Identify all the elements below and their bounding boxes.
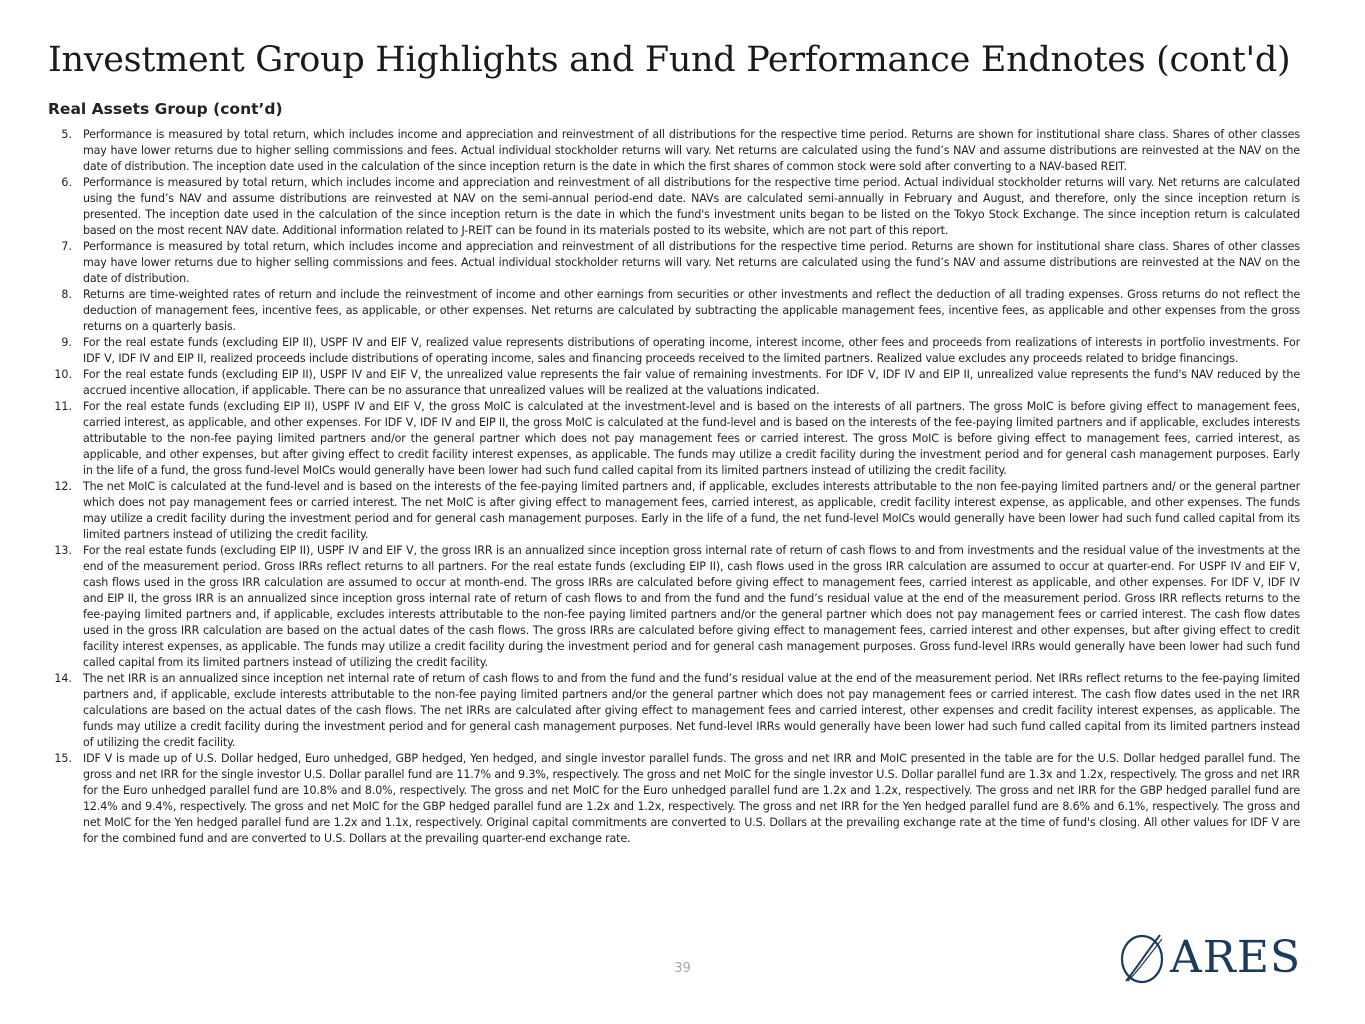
endnote-number: 7. [61, 240, 72, 253]
endnote-item [48, 127, 1300, 175]
endnote-item [48, 399, 1300, 479]
endnote-text: For the real estate funds (excluding EIP II), USPF IV and EIF V, realized value represents distributions of operating income, interest income, other fees and proceeds from realizations of interests in portfolio investments. For IDF V, IDF IV and EIP II, realized proceeds include distributions of operating income, sales and financing proceeds received to the limited partners. Realized value excludes any proceeds related to bridge financings. [83, 336, 1300, 365]
endnote-number: 11. [54, 400, 72, 413]
endnotes-list [48, 127, 1300, 847]
endnote-number: 6. [61, 176, 72, 189]
endnote-number: 13. [54, 544, 72, 557]
endnote-text: IDF V is made up of U.S. Dollar hedged, Euro unhedged, GBP hedged, Yen hedged, and single investor parallel funds. The gross and net IRR and MoIC presented in the table are for the U.S. Dollar hedged parallel fund. The gross and net IRR for the single investor U.S. Dollar parallel fund are 11.7% and 9.3%, respectively. The gross and net MoIC for the single investor U.S. Dollar parallel fund are 1.3x and 1.2x, respectively. The gross and net IRR for the Euro unhedged parallel fund are 10.8% and 8.0%, respectively. The gross and net MoIC for the Euro unhedged parallel fund are 1.2x and 1.2x, respectively. The gross and net IRR for the GBP hedged parallel fund are 12.4% and 9.4%, respectively. The gross and net MoIC for the GBP hedged parallel fund are 1.2x and 1.2x, respectively. The gross and net IRR for the Yen hedged parallel fund are 8.6% and 6.1%, respectively. The gross and net MoIC for the Yen hedged parallel fund are 1.2x and 1.1x, respectively. Original capital commitments are converted to U.S. Dollars at the prevailing exchange rate at the time of fund's closing. All other values for IDF V are for the combined fund and are converted to U.S. Dollars at the prevailing quarter-end exchange rate. [83, 752, 1300, 845]
endnote-item [48, 479, 1300, 543]
endnote-number: 5. [61, 128, 72, 141]
endnote-number: 8. [61, 288, 72, 301]
endnote-text: For the real estate funds (excluding EIP II), USPF IV and EIF V, the gross IRR is an annualized since inception gross internal rate of return of cash flows to and from investments and the residual value of the investments at the end of the measurement period. Gross IRRs reflect returns to all partners. For the real estate funds (excluding EIP II), cash flows used in the gross IRR calculation are assumed to occur at quarter-end. For USPF IV and EIF V, cash flows used in the gross IRR calculation are assumed to occur at month-end. The gross IRRs are calculated before giving effect to management fees, carried interest as applicable, and other expenses. For IDF V, IDF IV and EIP II, the gross IRR is an annualized since inception gross internal rate of return of cash flows to and from the fund and the fund’s residual value at the end of the measurement period. Gross IRR reflects returns to the fee-paying limited partners and, if applicable, excludes interests attributable to the non-fee paying limited partners and/or the general partner which does not pay management fees or carried interest. The cash flow dates used in the gross IRR calculation are based on the actual dates of the cash flows. The gross IRRs are calculated before giving effect to management fees, carried interest and other expenses, but after giving effect to credit facility interest expenses, as applicable. The funds may utilize a credit facility during the investment period and for general cash management purposes. Gross fund-level IRRs would generally have been lower had such fund called capital from its limited partners instead of utilizing the credit facility. [83, 544, 1300, 669]
endnote-item [48, 367, 1300, 399]
endnote-item [48, 751, 1300, 847]
endnote-item [48, 287, 1300, 335]
ares-logo [1118, 930, 1302, 986]
endnote-text: The net IRR is an annualized since inception net internal rate of return of cash flows to and from the fund and the fund’s residual value at the end of the measurement period. Net IRRs reflect returns to the fee-paying limited partners and, if applicable, exclude interests attributable to the non-fee paying limited partners and/or the general partner which does not pay management fees or carried interest. The cash flow dates used in the net IRR calculations are based on the actual dates of the cash flows. The net IRRs are calculated after giving effect to management fees and carried interest, other expenses and credit facility interest expenses, as applicable. The funds may utilize a credit facility during the investment period and for general cash management purposes. Net fund-level IRRs would generally have been lower had such fund called capital from its limited partners instead of utilizing the credit facility. [83, 672, 1300, 749]
endnote-number: 14. [54, 672, 72, 685]
endnote-number: 15. [54, 752, 72, 765]
page-number: 39 [674, 961, 691, 976]
endnote-text: Performance is measured by total return, which includes income and appreciation and reinvestment of all distributions for the respective time period. Returns are shown for institutional share class. Shares of other classes may have lower returns due to higher selling commissions and fees. Actual individual stockholder returns will vary. Net returns are calculated using the fund’s NAV and assume distributions are reinvested at the NAV on the date of distribution. [83, 240, 1300, 285]
endnote-text: The net MoIC is calculated at the fund-level and is based on the interests of the fee-paying limited partners and, if applicable, excludes interests attributable to the non fee-paying limited partners and/ or the general partner which does not pay management fees or carried interest. The net MoIC is after giving effect to management fees, carried interest, as applicable, credit facility interest expense, as applicable, and other expenses. The funds may utilize a credit facility during the investment period and for general cash management purposes. Early in the life of a fund, the net fund-level MoICs would generally have been lower had such fund called capital from its limited partners instead of utilizing the credit facility. [83, 480, 1300, 541]
endnote-text: Performance is measured by total return, which includes income and appreciation and reinvestment of all distributions for the respective time period. Actual individual stockholder returns will vary. Net returns are calculated using the fund’s NAV and assume distributions are reinvested at NAV on the semi-annual period-end date. NAVs are calculated semi-annually in February and August, and therefore, only the since inception return is presented. The inception date used in the calculation of the since inception return is the date in which the fund's investment units began to be listed on the Tokyo Stock Exchange. The since inception return is calculated based on the most recent NAV date. Additional information related to J-REIT can be found in its materials posted to its website, which are not part of this report. [83, 176, 1300, 237]
endnote-text: Returns are time-weighted rates of return and include the reinvestment of income and other earnings from securities or other investments and reflect the deduction of all trading expenses. Gross returns do not reflect the deduction of management fees, incentive fees, as applicable, or other expenses. Net returns are calculated by subtracting the applicable management fees, incentive fees, as applicable and other expenses from the gross returns on a quarterly basis. [83, 288, 1300, 333]
ares-ellipse-logo-icon [1118, 931, 1166, 985]
endnote-number: 9. [61, 336, 72, 349]
endnote-item [48, 543, 1300, 671]
endnote-number: 10. [54, 368, 72, 381]
endnote-text: For the real estate funds (excluding EIP II), USPF IV and EIF V, the unrealized value represents the fair value of remaining investments. For IDF V, IDF IV and EIP II, unrealized value represents the fund's NAV reduced by the accrued incentive allocation, if applicable. There can be no assurance that unrealized values will be realized at the valuations indicated. [83, 368, 1300, 397]
logo-wordmark: ARES [1170, 932, 1302, 983]
endnote-item [48, 671, 1300, 751]
endnote-item [48, 239, 1300, 287]
endnote-text: Performance is measured by total return, which includes income and appreciation and reinvestment of all distributions for the respective time period. Returns are shown for institutional share class. Shares of other classes may have lower returns due to higher selling commissions and fees. Actual individual stockholder returns will vary. Net returns are calculated using the fund’s NAV and assume distributions are reinvested at the NAV on the date of distribution. The inception date used in the calculation of the since inception return is the date in which the first shares of common stock were sold after converting to a NAV-based REIT. [83, 128, 1300, 173]
page-title: Investment Group Highlights and Fund Performance Endnotes (cont'd) [48, 40, 1291, 80]
endnote-item [48, 175, 1300, 239]
section-title: Real Assets Group (cont’d) [48, 100, 283, 118]
endnote-text: For the real estate funds (excluding EIP II), USPF IV and EIF V, the gross MoIC is calculated at the investment-level and is based on the interests of all partners. The gross MoIC is before giving effect to management fees, carried interest, as applicable, and other expenses. For IDF V, IDF IV and EIP II, the gross MoIC is calculated at the fund-level and is based on the interests of the fee-paying limited partners and if applicable, excludes interests attributable to the non-fee paying limited partners and/or the general partner which does not pay management fees or carried interest. The gross MoIC is before giving effect to management fees, carried interest, as applicable, and other expenses, but after giving effect to credit facility interest expenses, as applicable. The funds may utilize a credit facility during the investment period and for general cash management purposes. Early in the life of a fund, the gross fund-level MoICs would generally have been lower had such fund called capital from its limited partners instead of utilizing the credit facility. [83, 400, 1300, 477]
endnote-number: 12. [54, 480, 72, 493]
endnote-item [48, 335, 1300, 367]
